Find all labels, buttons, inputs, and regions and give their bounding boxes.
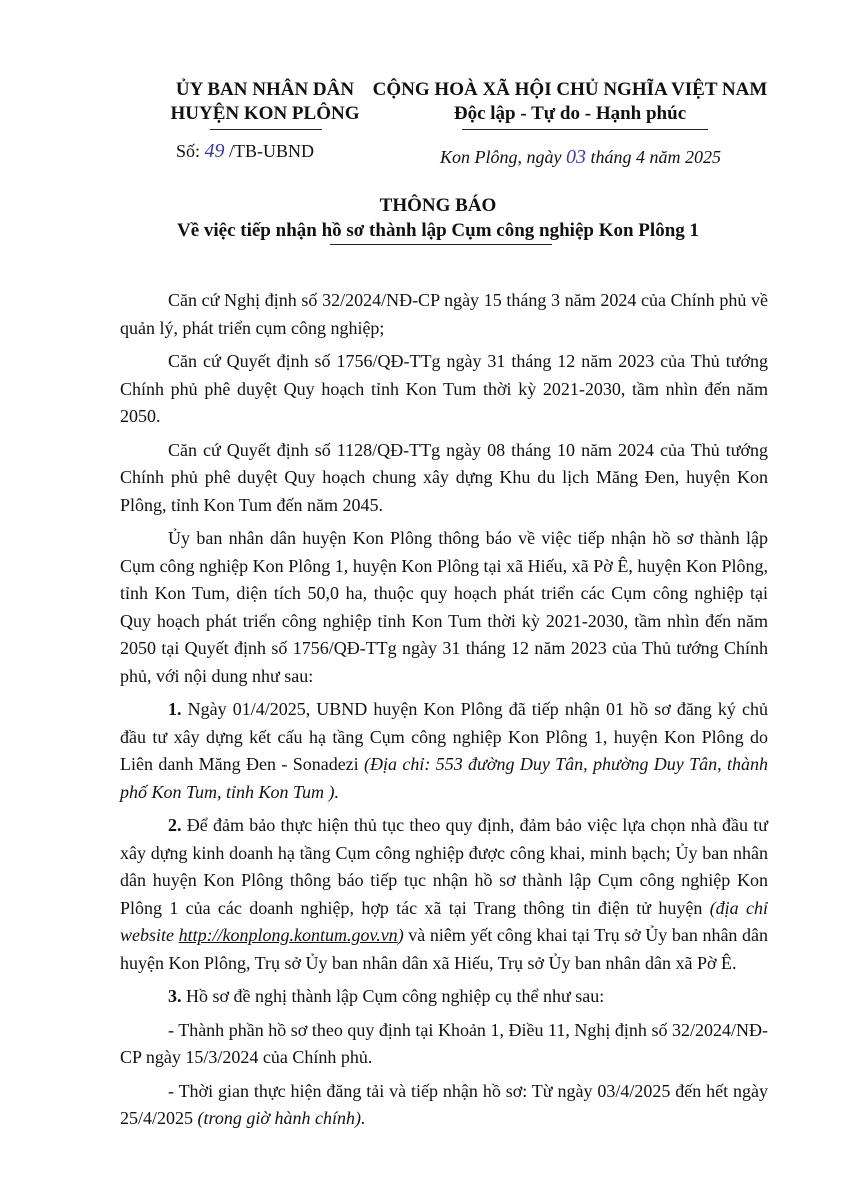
item-2-text-a: Để đảm bảo thực hiện thủ tục theo quy định, đảm bảo việc lựa chọn nhà đầu tư xây dựng kinh doanh hạ tầng Cụm công nghiệp được công khai, minh bạch; Ủy ban nhân dân huyện Kon Plông thông báo tiếp tục nhận hồ sơ thành lập Cụm công nghiệp Kon Plông 1 của các doanh nghiệp, hợp tác xã tại Trang thông tin điện tử huyện xyxy=(120,815,768,918)
item-3-timeline: - Thời gian thực hiện đăng tải và tiếp nhận hồ sơ: Từ ngày 03/4/2025 đến hết ngày 25/4/2025 (trong giờ hành chính). xyxy=(120,1080,768,1128)
item-2 xyxy=(120,812,768,977)
item-3-text: Hồ sơ đề nghị thành lập Cụm công nghiệp cụ thể như sau: xyxy=(181,986,605,1006)
paragraph-legal-basis-1: Căn cứ Nghị định số 32/2024/NĐ-CP ngày 15 tháng 3 năm 2024 của Chính phủ về quản lý, phát triển cụm công nghiệp; xyxy=(120,290,768,338)
item-2-text-b: và niêm yết công khai tại Trụ sở Ủy ban nhân dân huyện Kon Plông, Trụ sở Ủy ban nhân dân xã Hiếu, Trụ sở Ủy ban nhân dân xã Pờ Ê. xyxy=(120,925,768,973)
item-2-number: 2. xyxy=(168,815,182,835)
paragraph-legal-basis-3: Căn cứ Quyết định số 1128/QĐ-TTg ngày 08 tháng 10 năm 2024 của Thủ tướng Chính phủ phê duyệt Quy hoạch chung xây dựng Khu du lịch Măng Đen, huyện Kon Plông, tỉnh Kon Tum đến năm 2045. xyxy=(120,439,768,515)
item-3-component: - Thành phần hồ sơ theo quy định tại Khoản 1, Điều 11, Nghị định số 32/2024/NĐ-CP ngày 15/3/2024 của Chính phủ. xyxy=(120,1019,768,1067)
item-3 xyxy=(120,983,768,1011)
agency-underline xyxy=(210,129,322,130)
document-body xyxy=(120,287,768,1139)
doc-number-prefix: Số: xyxy=(176,141,201,161)
doc-number-handwritten: 49 xyxy=(204,140,225,162)
item-3-office-hours: (trong giờ hành chính). xyxy=(197,1108,366,1128)
document-date xyxy=(440,146,721,169)
agency-line-1: ỦY BAN NHÂN DÂN xyxy=(175,79,355,100)
motto-underline xyxy=(462,129,708,130)
date-suffix: tháng 4 năm 2025 xyxy=(590,147,721,167)
item-1-number: 1. xyxy=(168,699,182,719)
nation-header xyxy=(370,78,770,126)
item-1-address: (Địa chỉ: 553 đường Duy Tân, phường Duy Tân, thành phố Kon Tum, tỉnh Kon Tum ). xyxy=(120,754,768,802)
document-title xyxy=(110,193,766,243)
title-underline xyxy=(330,244,552,245)
title-line-1: THÔNG BÁO xyxy=(379,195,497,216)
item-1-text: Ngày 01/4/2025, UBND huyện Kon Plông đã tiếp nhận 01 hồ sơ đăng ký chủ đầu tư xây dựng kết cấu hạ tầng Cụm công nghiệp Kon Plông 1, huyện Kon Plông do Liên danh Măng Đen - Sonadezi xyxy=(120,699,768,774)
nation-motto: Độc lập - Tự do - Hạnh phúc xyxy=(453,103,687,124)
agency-header xyxy=(150,78,380,126)
paragraph-announcement: Ủy ban nhân dân huyện Kon Plông thông báo về việc tiếp nhận hồ sơ thành lập Cụm công nghiệp Kon Plông 1, huyện Kon Plông tại xã Hiếu, xã Pờ Ê, huyện Kon Plông, tỉnh Kon Tum, diện tích 50,0 ha, thuộc quy hoạch phát triển các Cụm công nghiệp tại Quy hoạch phát triển công nghiệp tỉnh Kon Tum thời kỳ 2021-2030, tầm nhìn đến năm 2050 tại Quyết định số 1756/QĐ-TTg ngày 31 tháng 12 năm 2023 của Thủ tướng Chính phủ, với nội dung như sau: xyxy=(120,528,768,686)
paragraph-legal-basis-2: Căn cứ Quyết định số 1756/QĐ-TTg ngày 31 tháng 12 năm 2023 của Thủ tướng Chính phủ phê duyệt Quy hoạch tỉnh Kon Tum thời kỳ 2021-2030, tầm nhìn đến năm 2050. xyxy=(120,351,768,426)
item-3-number: 3. xyxy=(168,986,182,1006)
item-1 xyxy=(120,696,768,806)
doc-number-suffix: /TB-UBND xyxy=(229,141,315,161)
item-2-website: (địa chỉ website http://konplong.kontum.gov.vn) xyxy=(120,897,768,945)
title-line-2: Về việc tiếp nhận hồ sơ thành lập Cụm công nghiệp Kon Plông 1 xyxy=(176,220,700,241)
agency-line-2: HUYỆN KON PLÔNG xyxy=(170,103,360,124)
date-prefix: Kon Plông, ngày xyxy=(440,147,562,167)
date-day-handwritten: 03 xyxy=(566,146,586,168)
document-number xyxy=(176,140,314,163)
nation-line-1: CỘNG HOÀ XÃ HỘI CHỦ NGHĨA VIỆT NAM xyxy=(372,79,768,100)
website-link[interactable]: http://konplong.kontum.gov.vn xyxy=(178,925,398,945)
